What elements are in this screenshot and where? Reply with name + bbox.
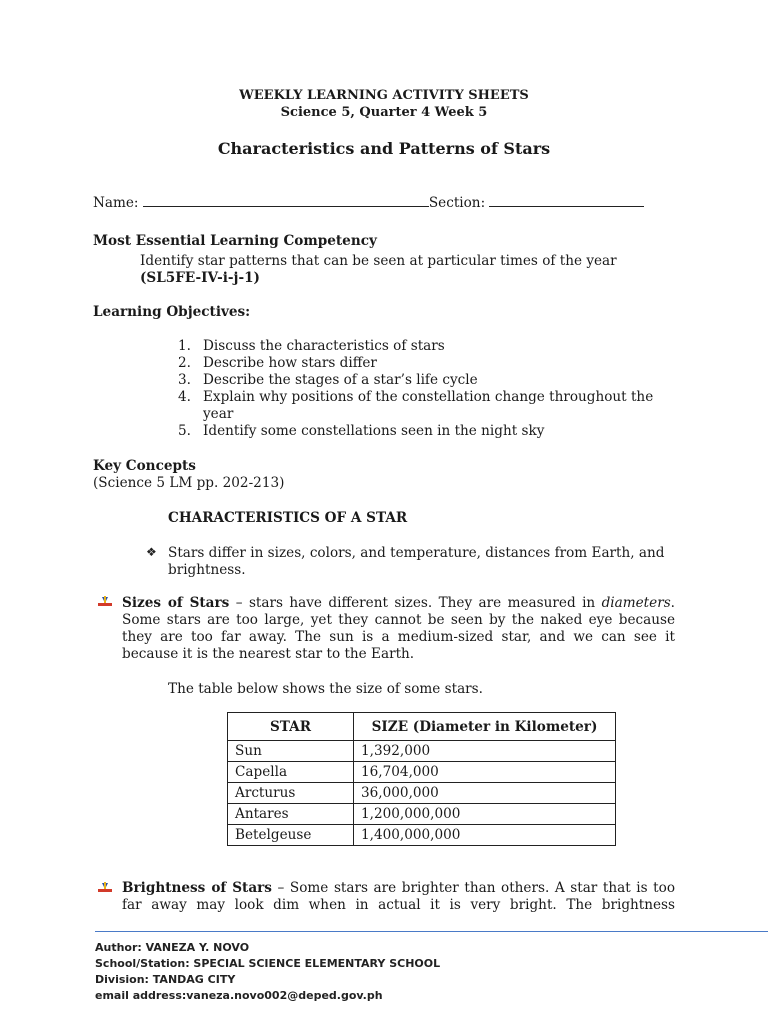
name-section-row (93, 194, 693, 212)
characteristics-subheading: CHARACTERISTICS OF A STAR (168, 510, 408, 526)
objective-item: 3. Describe the stages of a star’s life cycle (178, 372, 478, 388)
table-row (228, 783, 616, 804)
table-row (228, 762, 616, 783)
name-blank-line[interactable] (143, 194, 429, 207)
melc-text: Identify star patterns that can be seen at particular times of the year (140, 253, 617, 269)
star-name-cell: Antares (228, 804, 354, 825)
page-title: Characteristics and Patterns of Stars (217, 139, 551, 158)
footer-email: email address:vaneza.novo002@deped.gov.ph (95, 989, 383, 1002)
name-label: Name: (93, 195, 139, 211)
star-size-cell: 1,200,000,000 (354, 804, 616, 825)
column-header-size: SIZE (Diameter in Kilometer) (354, 713, 616, 741)
brightness-paragraph: Brightness of Stars – Some stars are brighter than others. A star that is too far away may look dim when in actual it is very bright. The brightness (122, 880, 676, 913)
table-row (228, 825, 616, 846)
table-row (228, 741, 616, 762)
section-label: Section: (428, 195, 486, 211)
objective-item: 2. Describe how stars differ (178, 355, 377, 371)
footer-school: School/Station: SPECIAL SCIENCE ELEMENTARY SCHOOL (95, 957, 441, 970)
objective-item: 5. Identify some constellations seen in the night sky (178, 423, 545, 439)
key-concepts-heading: Key Concepts (93, 458, 196, 474)
arrow-bullet-icon (98, 596, 112, 610)
brightness-term: Brightness of Stars (122, 880, 272, 896)
star-name-cell: Capella (228, 762, 354, 783)
star-size-table (227, 712, 616, 846)
star-name-cell: Sun (228, 741, 354, 762)
sizes-paragraph: Sizes of Stars – stars have different sizes. They are measured in diameters. Some stars are too large, yet they cannot be seen by the naked eye because they are too far away. The sun is a medium-sized star, and we can see it because it is the nearest star to the Earth. (122, 595, 675, 662)
key-concepts-reference: (Science 5 LM pp. 202-213) (93, 475, 285, 491)
footer-divider (95, 931, 768, 932)
objectives-list (178, 338, 678, 440)
star-size-cell: 1,392,000 (354, 741, 616, 762)
table-row (228, 804, 616, 825)
star-size-cell: 36,000,000 (354, 783, 616, 804)
star-name-cell: Arcturus (228, 783, 354, 804)
footer-author: Author: VANEZA Y. NOVO (95, 941, 250, 954)
objectives-heading: Learning Objectives: (93, 304, 251, 320)
star-size-cell: 16,704,000 (354, 762, 616, 783)
table-intro: The table below shows the size of some stars. (168, 681, 483, 697)
melc-heading: Most Essential Learning Competency (93, 233, 377, 249)
arrow-bullet-icon (98, 882, 112, 896)
star-size-cell: 1,400,000,000 (354, 825, 616, 846)
melc-code: (SL5FE-IV-i-j-1) (140, 270, 260, 286)
footer-division: Division: TANDAG CITY (95, 973, 236, 986)
column-header-star: STAR (228, 713, 354, 741)
objective-item: 4. Explain why positions of the constellation change throughout the year (178, 389, 654, 422)
sheet-type-heading: WEEKLY LEARNING ACTIVITY SHEETS (239, 88, 529, 103)
section-blank-line[interactable] (489, 194, 644, 207)
table-header-row (228, 713, 616, 741)
sizes-term: Sizes of Stars (122, 595, 230, 611)
characteristics-bullet-text: Stars differ in sizes, colors, and temperature, distances from Earth, and brightness. (168, 545, 665, 578)
star-name-cell: Betelgeuse (228, 825, 354, 846)
objective-item: 1. Discuss the characteristics of stars (178, 338, 445, 354)
subject-heading: Science 5, Quarter 4 Week 5 (280, 105, 488, 120)
diamond-bullet-icon: ❖ (146, 545, 157, 559)
